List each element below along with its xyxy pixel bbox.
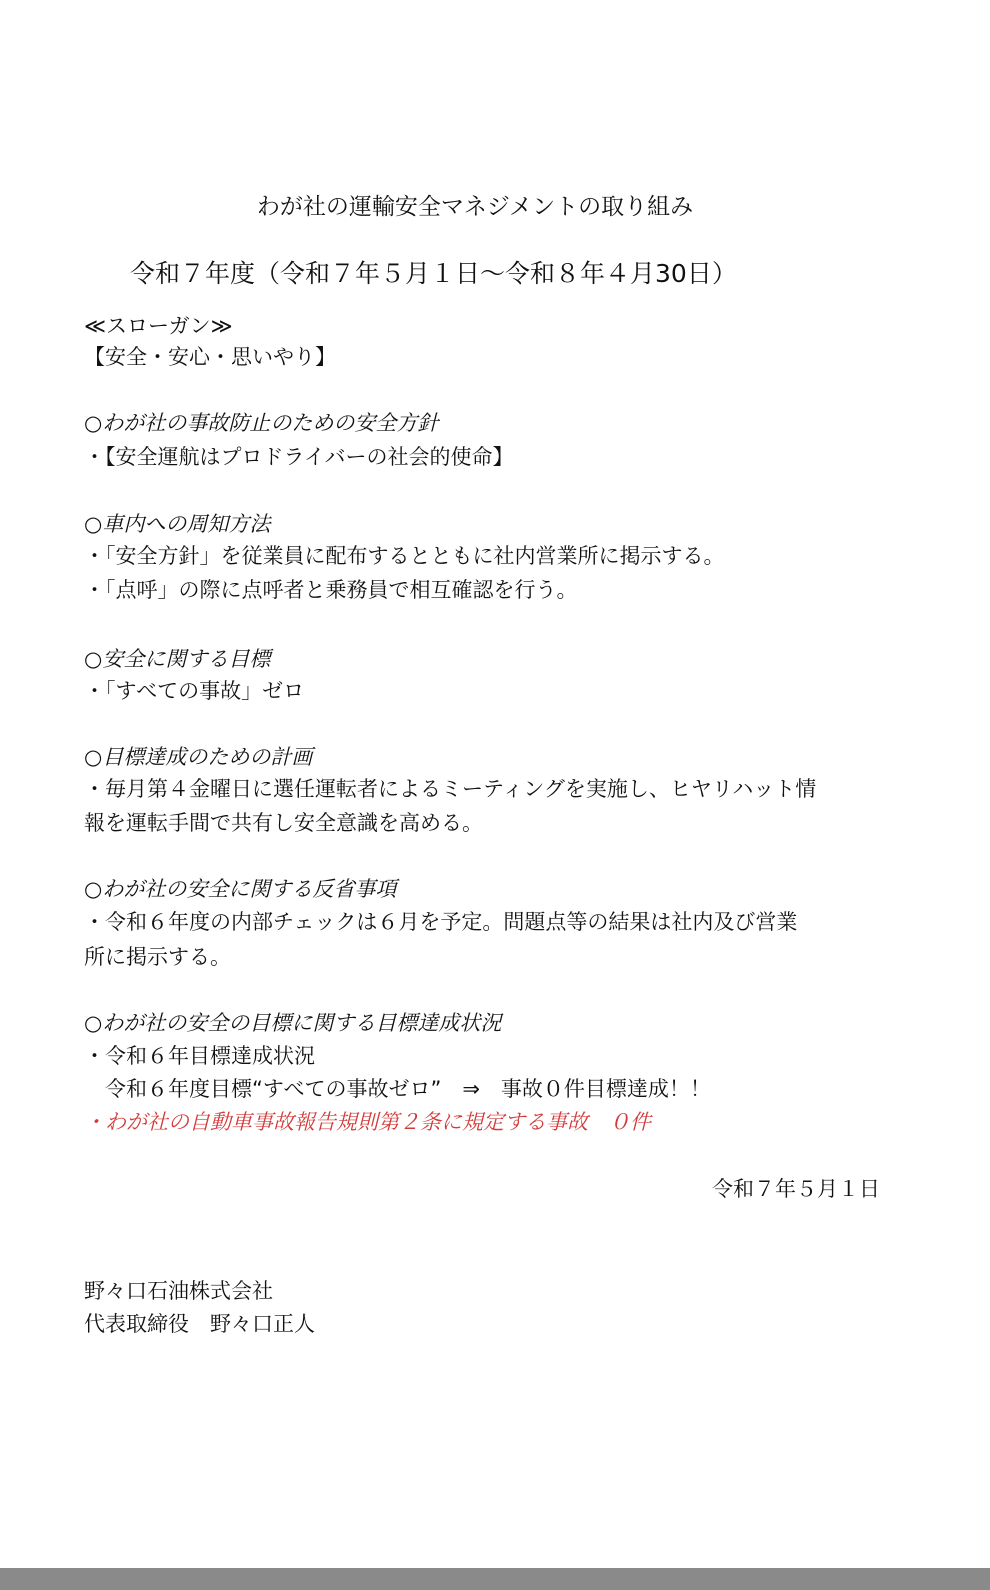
section-heading-safety-target: ○安全に関する目標: [84, 647, 271, 671]
section-line: ・「安全方針」を従業員に配布するとともに社内営業所に掲示する。: [84, 544, 725, 568]
section-line: ・令和６年目標達成状況: [84, 1044, 315, 1068]
section-heading-safety-policy: ○わが社の事故防止のための安全方針: [84, 411, 439, 435]
section-line: ・令和６年度の内部チェックは６月を予定。問題点等の結果は社内及び営業: [84, 910, 798, 934]
section-line: ・「すべての事故」ゼロ: [84, 679, 305, 703]
section-line: 所に掲示する。: [84, 945, 231, 969]
fiscal-period: 令和７年度（令和７年５月１日～令和８年４月30日）: [130, 259, 737, 288]
section-heading-plan: ○目標達成のための計画: [84, 745, 313, 769]
section-heading-achievement-status: ○わが社の安全の目標に関する目標達成状況: [84, 1011, 502, 1035]
section-heading-reflection: ○わが社の安全に関する反省事項: [84, 877, 397, 901]
company-name: 野々口石油株式会社: [84, 1279, 273, 1303]
issue-date: 令和７年５月１日: [712, 1177, 880, 1201]
section-line: ・毎月第４金曜日に選任運転者によるミーティングを実施し、ヒヤリハット情: [84, 777, 817, 801]
slogan-text: 【安全・安心・思いやり】: [84, 345, 336, 369]
bottom-bar: [0, 1568, 990, 1590]
representative-name: 代表取締役 野々口正人: [84, 1312, 315, 1336]
slogan-label: ≪スローガン≫: [84, 314, 233, 338]
accident-report-highlight: ・わが社の自動車事故報告規則第２条に規定する事故 ０件: [84, 1110, 651, 1134]
document-title: わが社の運輸安全マネジメントの取り組み: [256, 194, 694, 220]
section-line: ・「点呼」の際に点呼者と乗務員で相互確認を行う。: [84, 578, 578, 602]
section-line: 令和６年度目標“すべての事故ゼロ” ⇒ 事故０件目標達成！！: [84, 1077, 711, 1101]
section-heading-notification-method: ○車内への周知方法: [84, 512, 271, 536]
section-line: 報を運転手間で共有し安全意識を高める。: [84, 811, 483, 835]
section-line: ・【安全運航はプロドライバーの社会的使命】: [84, 445, 514, 469]
